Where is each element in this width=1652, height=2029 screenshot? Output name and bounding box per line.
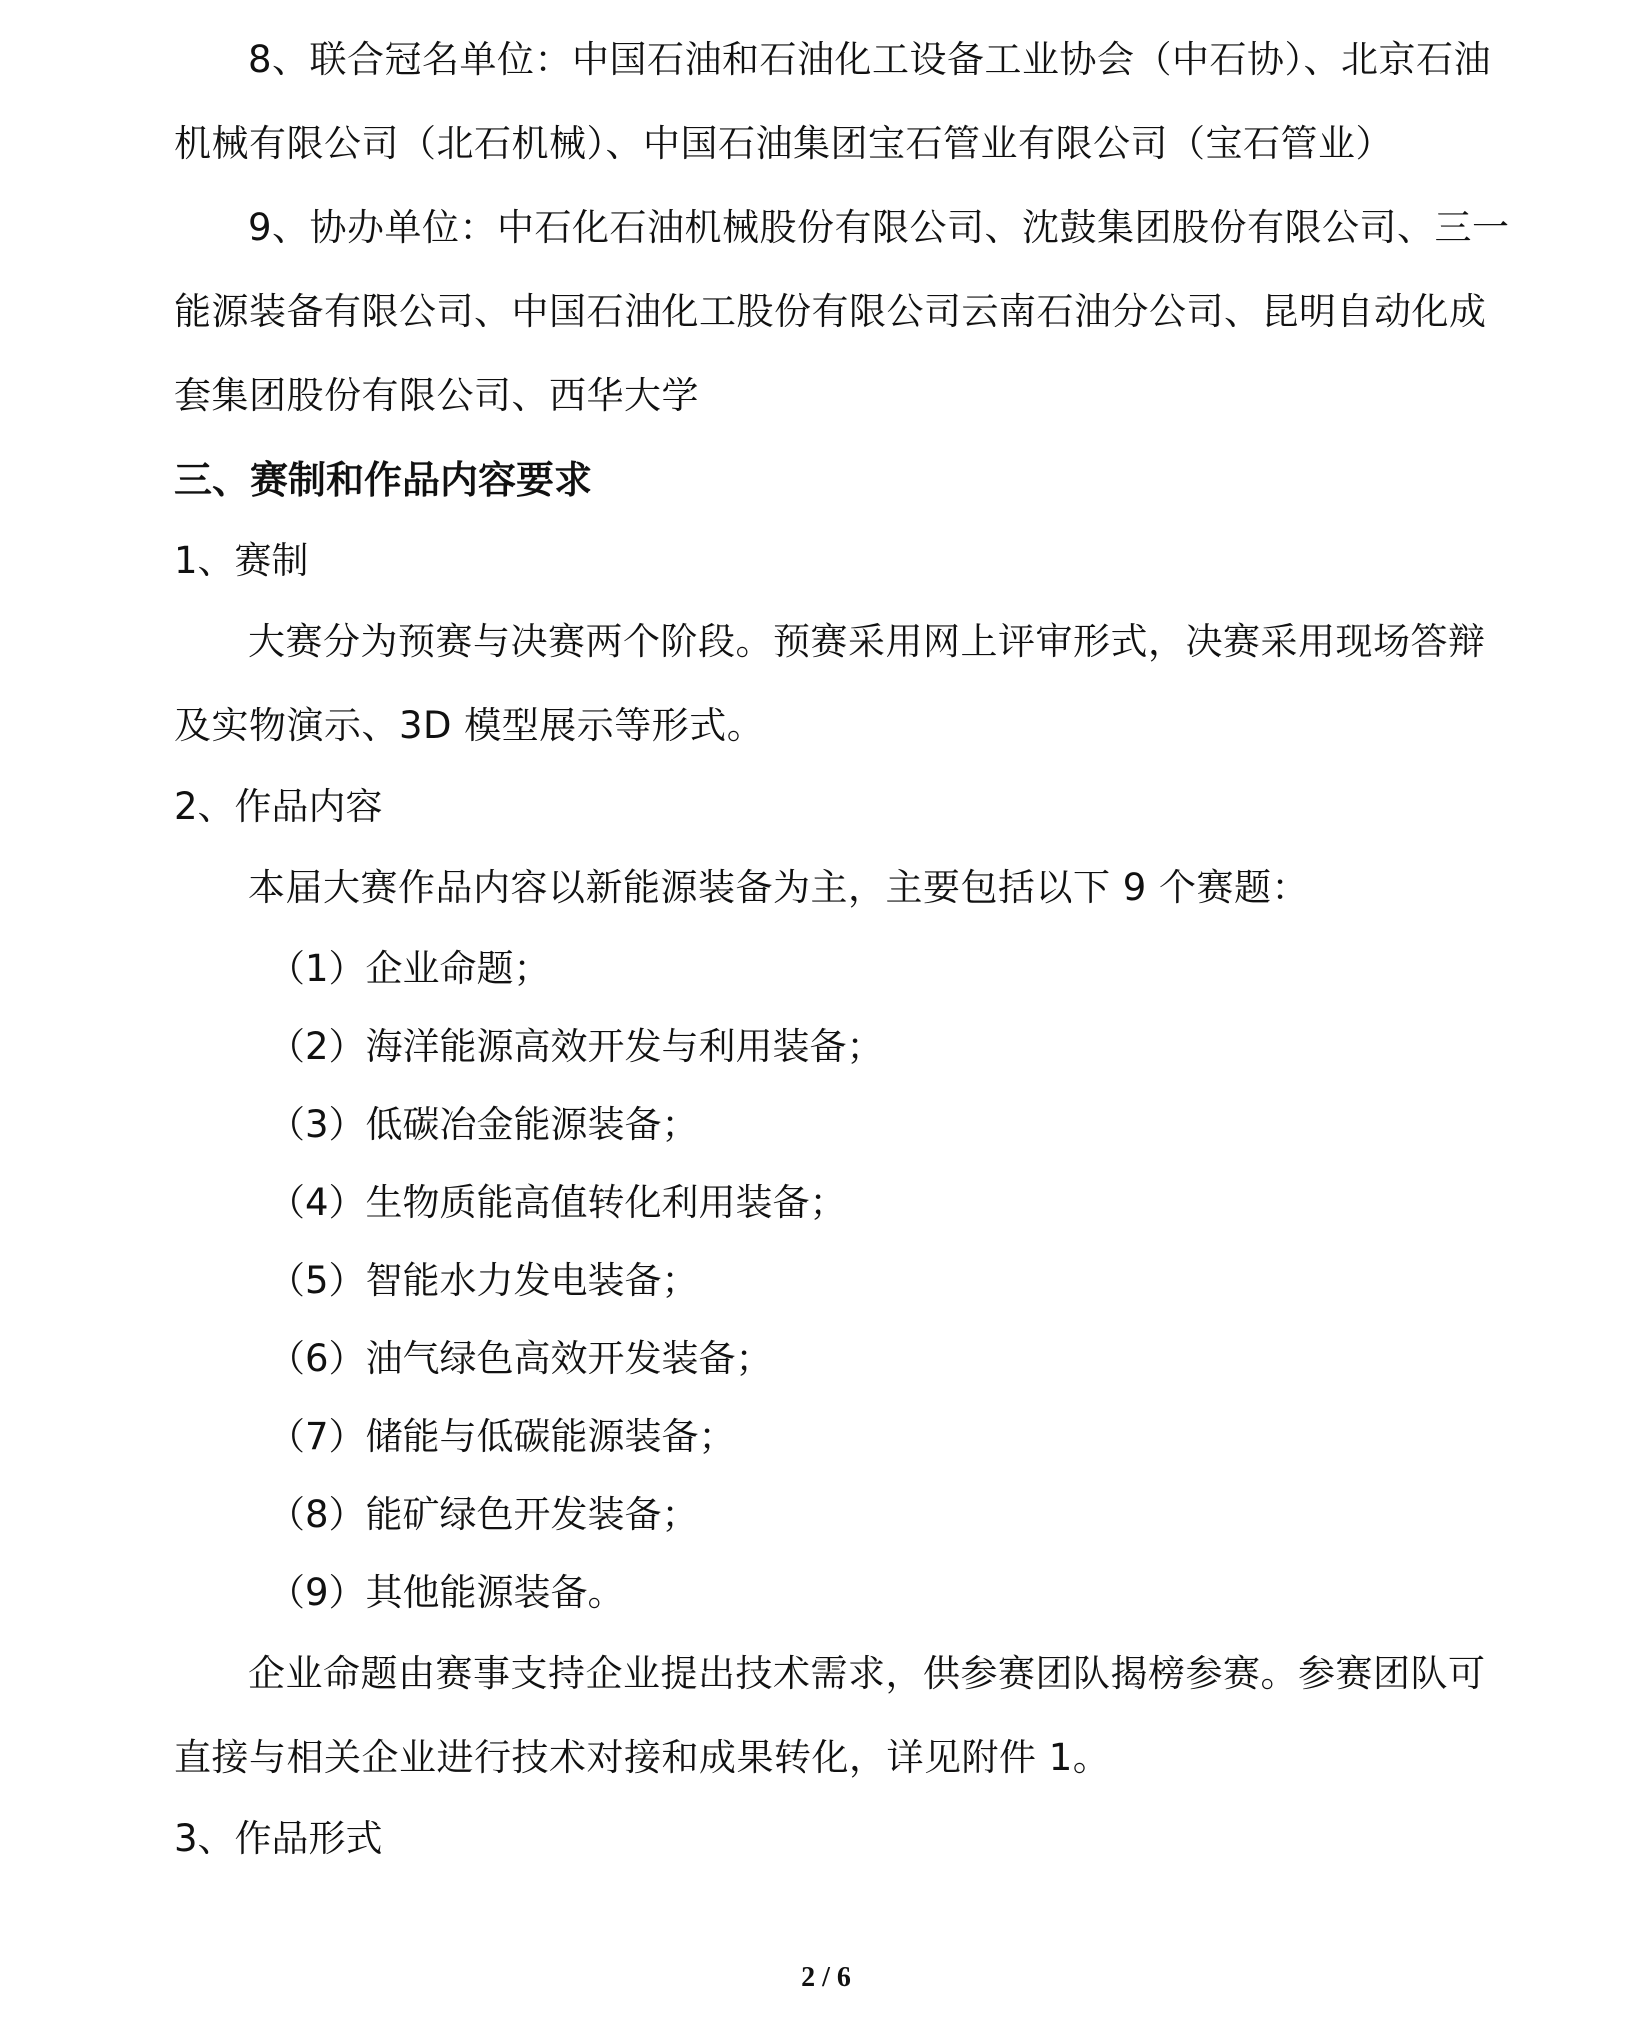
topic-item: （4）生物质能高值转化利用装备；	[268, 1181, 847, 1224]
document-body	[174, 18, 1514, 1878]
sponsor-item-8: 8、联合冠名单位：中国石油和石油化工设备工业协会（中石协）、北京石油机械有限公司（北石机械）、中国石油集团宝石管业有限公司（宝石管业）	[174, 38, 1492, 165]
topic-item: （7）储能与低碳能源装备；	[268, 1415, 736, 1458]
subsection-title-3: 3、作品形式	[174, 1817, 383, 1860]
topic-item: （6）油气绿色高效开发装备；	[268, 1337, 773, 1380]
section-heading: 三、赛制和作品内容要求	[174, 458, 593, 502]
topic-item: （5）智能水力发电装备；	[268, 1259, 699, 1302]
sponsor-item-9: 9、协办单位：中石化石油机械股份有限公司、沈鼓集团股份有限公司、三一能源装备有限公司、中国石油化工股份有限公司云南石油分公司、昆明自动化成套集团股份有限公司、西华大学	[174, 206, 1510, 417]
topic-list	[174, 930, 1514, 1632]
topic-item: （9）其他能源装备。	[268, 1571, 625, 1614]
page-number: 2 / 6	[801, 1962, 851, 1993]
work-content-intro: 本届大赛作品内容以新能源装备为主，主要包括以下 9 个赛题：	[248, 866, 1310, 909]
topic-item: （3）低碳冶金能源装备；	[268, 1103, 699, 1146]
enterprise-topic-note: 企业命题由赛事支持企业提出技术需求，供参赛团队揭榜参赛。参赛团队可直接与相关企业进行技术对接和成果转化，详见附件 1。	[174, 1652, 1486, 1779]
topic-item: （2）海洋能源高效开发与利用装备；	[268, 1025, 884, 1068]
competition-format-text: 大赛分为预赛与决赛两个阶段。预赛采用网上评审形式，决赛采用现场答辩及实物演示、3D 模型展示等形式。	[174, 620, 1486, 747]
topic-item: （8）能矿绿色开发装备；	[268, 1493, 699, 1536]
subsection-title-1: 1、赛制	[174, 539, 309, 582]
subsection-title-2: 2、作品内容	[174, 785, 383, 828]
topic-item: （1）企业命题；	[268, 947, 551, 990]
